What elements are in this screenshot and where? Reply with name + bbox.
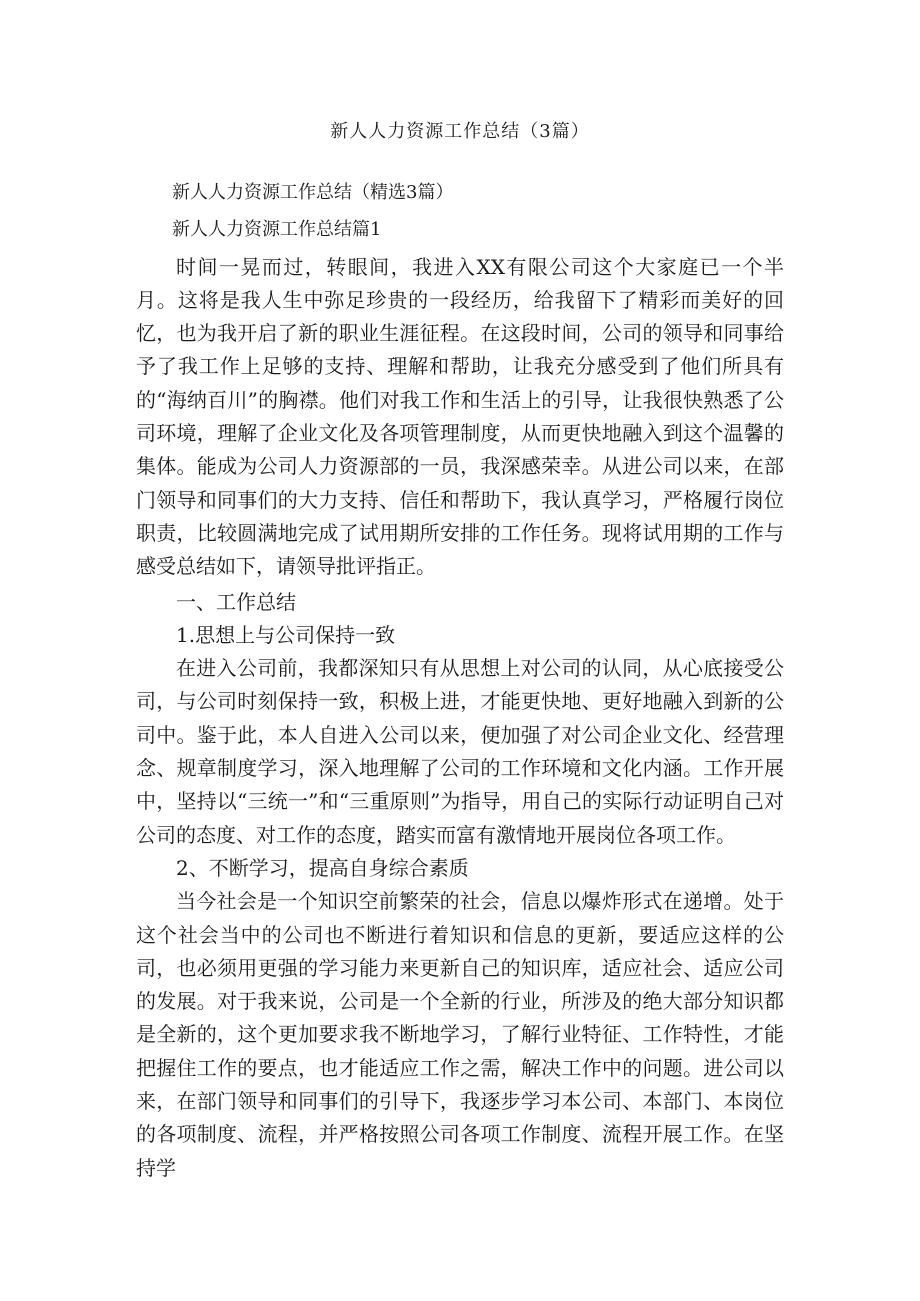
document-title: 新人人力资源工作总结（3篇） [330, 121, 590, 142]
document-body [136, 176, 784, 1185]
heading-ideology: 1.思想上与公司保持一致 [176, 622, 396, 647]
heading-learning: 2、不断学习，提高自身综合素质 [176, 855, 469, 880]
section-title: 新人人力资源工作总结篇1 [172, 219, 382, 241]
intro-paragraph: 时间一晃而过，转眼间，我进入XX有限公司这个大家庭已一个半月。这将是我人生中弥足珍贵的一段经历，给我留下了精彩而美好的回忆，也为我开启了新的职业生涯征程。在这段时间，公司的领导和同事给予了我工作上足够的支持、理解和帮助，让我充分感受到了他们所具有的“海纳百川”的胸襟。他们对我工作和生活上的引导，让我很快熟悉了公司环境，理解了企业文化及各项管理制度，从而更快地融入到这个温馨的集体。能成为公司人力资源部的一员，我深感荣幸。从进公司以来，在部门领导和同事们的大力支持、信任和帮助下，我认真学习，严格履行岗位职责，比较圆满地完成了试用期所安排的工作任务。现将试用期的工作与感受总结如下，请领导批评指正。 [136, 254, 784, 579]
heading-work-summary: 一、工作总结 [176, 589, 296, 614]
paragraph-ideology: 在进入公司前，我都深知只有从思想上对公司的认同，从心底接受公司，与公司时刻保持一致，积极上进，才能更快地、更好地融入到新的公司中。鉴于此，本人自进入公司以来，便加强了对公司企业文化、经营理念、规章制度学习，深入地理解了公司的工作环境和文化内涵。工作开展中，坚持以“三统一”和“三重原则”为指导，用自己的实际行动证明自己对公司的态度、对工作的态度，踏实而富有激情地开展岗位各项工作。 [136, 656, 784, 847]
paragraph-learning: 当今社会是一个知识空前繁荣的社会，信息以爆炸形式在递增。处于这个社会当中的公司也不断进行着知识和信息的更新，要适应这样的公司，也必须用更强的学习能力来更新自己的知识库，适应社会、适应公司的发展。对于我来说，公司是一个全新的行业，所涉及的绝大部分知识都是全新的，这个更加要求我不断地学习，了解行业特征、工作特性，才能把握住工作的要点，也才能适应工作之需，解决工作中的问题。进公司以来，在部门领导和同事们的引导下，我逐步学习本公司、本部门、本岗位的各项制度、流程，并严格按照公司各项工作制度、流程开展工作。在坚持学 [136, 889, 784, 1180]
document-subtitle: 新人人力资源工作总结（精选3篇） [172, 182, 454, 203]
